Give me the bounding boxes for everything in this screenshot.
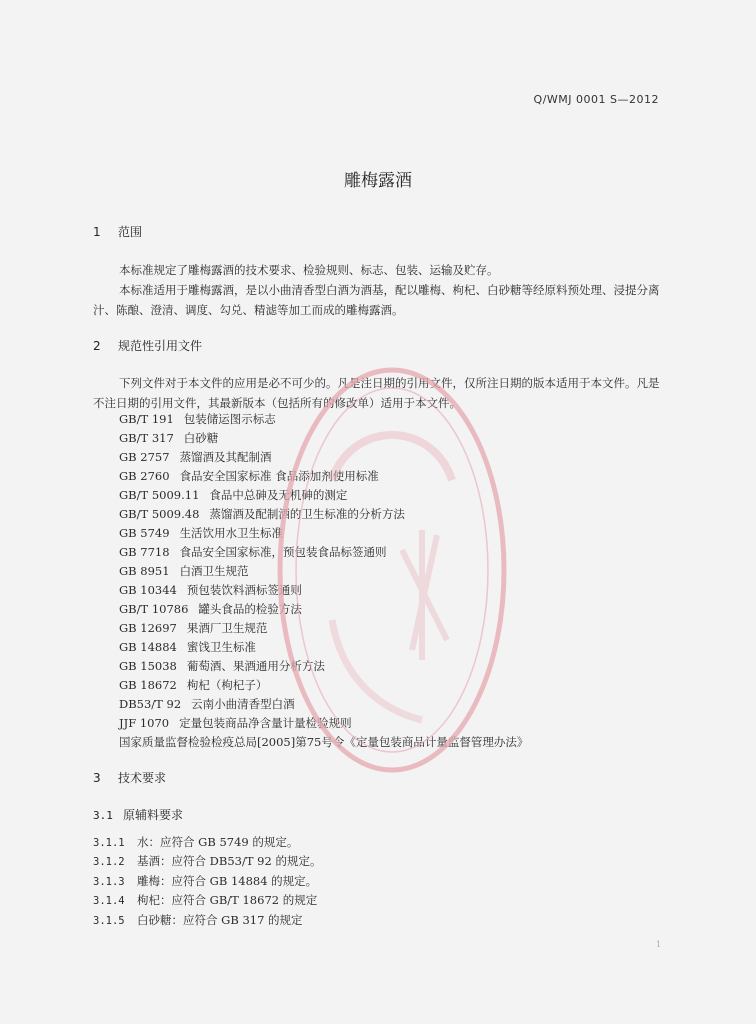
reference-title: 蒸馏酒及其配制酒 <box>179 450 272 464</box>
reference-title: 云南小曲清香型白酒 <box>191 697 295 711</box>
reference-item <box>119 562 528 581</box>
item-text: 雕梅：应符合 GB 14884 的规定。 <box>137 873 318 888</box>
reference-item <box>119 695 528 714</box>
reference-code: GB 10344 <box>119 583 177 597</box>
item-number: 3.1.1 <box>93 837 125 849</box>
section-number: 3 <box>93 771 101 785</box>
reference-code: GB 2757 <box>119 450 170 464</box>
reference-code: GB 7718 <box>119 545 170 559</box>
reference-title: 白酒卫生规范 <box>179 564 249 578</box>
reference-title: 枸杞（枸杞子） <box>186 678 268 692</box>
item-number: 3.1.4 <box>93 895 125 908</box>
subsection-number: 3.1 <box>93 809 113 822</box>
reference-code: GB 2760 <box>119 469 170 483</box>
reference-item <box>119 429 528 448</box>
reference-code: JJF 1070 <box>119 716 170 730</box>
reference-code: DB53/T 92 <box>119 697 182 711</box>
reference-title: 定量包装商品净含量计量检验规则 <box>179 716 352 730</box>
requirement-item <box>93 891 321 910</box>
reference-item <box>119 410 528 429</box>
reference-code: GB 8951 <box>119 564 170 578</box>
reference-title: 果酒厂卫生规范 <box>186 621 268 635</box>
reference-item <box>119 714 528 733</box>
item-number: 3.1.5 <box>93 914 125 927</box>
reference-title: 蒸馏酒及配制酒的卫生标准的分析方法 <box>209 507 405 521</box>
subsection-3-1-heading <box>93 806 183 823</box>
reference-title: 蜜饯卫生标准 <box>186 640 256 654</box>
document-code: Q/WMJ 0001 S—2012 <box>533 93 659 106</box>
section-2-intro: 下列文件对于本文件的应用是必不可少的。凡是注日期的引用文件，仅所注日期的版本适用于本文件。凡是不注日期的引用文件，其最新版本（包括所有的修改单）适用于本文件。 <box>93 376 660 410</box>
section-title: 技术要求 <box>118 771 167 785</box>
reference-title: 食品安全国家标准，预包装食品标签通则 <box>179 545 387 559</box>
item-number: 3.1.2 <box>93 856 125 869</box>
page-number: 1 <box>656 940 662 949</box>
requirement-item <box>93 872 321 891</box>
reference-code: GB/T 191 <box>119 412 174 426</box>
requirement-list <box>93 833 321 930</box>
reference-title: 食品安全国家标准 食品添加剂使用标准 <box>179 469 379 483</box>
requirement-item <box>93 833 321 852</box>
reference-item <box>119 657 528 676</box>
reference-item <box>119 600 528 619</box>
reference-item <box>119 486 528 505</box>
reference-item <box>119 638 528 657</box>
requirement-item <box>93 911 321 930</box>
reference-code: GB 18672 <box>119 678 177 692</box>
reference-code: GB 14884 <box>119 640 177 654</box>
reference-code: GB 5749 <box>119 526 170 540</box>
reference-item <box>119 733 528 752</box>
section-1-paragraph-2: 本标准适用于雕梅露酒，是以小曲清香型白酒为酒基，配以雕梅、枸杞、白砂糖等经原料预处理、浸提分离汁、陈酿、澄清、调度、勾兑、精滤等加工而成的雕梅露酒。 <box>93 283 660 317</box>
reference-title: 葡萄酒、果酒通用分析方法 <box>186 659 325 673</box>
reference-code: GB/T 317 <box>119 431 174 445</box>
section-title: 规范性引用文件 <box>118 339 203 353</box>
reference-title: 生活饮用水卫生标准 <box>179 526 284 540</box>
section-number: 2 <box>93 339 101 353</box>
reference-item <box>119 467 528 486</box>
requirement-item <box>93 852 321 871</box>
section-title: 范围 <box>118 225 143 239</box>
reference-code: GB/T 5009.48 <box>119 507 200 521</box>
reference-title: 包装储运图示标志 <box>183 412 276 426</box>
section-number: 1 <box>93 225 101 239</box>
reference-list <box>119 410 528 752</box>
reference-item <box>119 505 528 524</box>
item-text: 白砂糖：应符合 GB 317 的规定 <box>137 912 303 927</box>
document-title: 雕梅露酒 <box>344 171 412 191</box>
reference-item <box>119 543 528 562</box>
section-1-heading <box>93 223 142 240</box>
section-2-heading <box>93 337 202 354</box>
reference-title: 国家质量监督检验检疫总局[2005]第75号令《定量包装商品计量监督管理办法》 <box>119 735 529 749</box>
reference-item <box>119 676 528 695</box>
item-text: 水：应符合 GB 5749 的规定。 <box>137 835 299 849</box>
reference-item <box>119 619 528 638</box>
reference-title: 白砂糖 <box>183 431 219 445</box>
reference-code: GB/T 5009.11 <box>119 488 200 502</box>
reference-item <box>119 524 528 543</box>
reference-title: 食品中总砷及无机砷的测定 <box>209 488 348 502</box>
reference-code: GB 15038 <box>119 659 177 673</box>
reference-title: 预包装饮料酒标签通则 <box>186 583 302 597</box>
item-number: 3.1.3 <box>93 875 125 888</box>
reference-code: GB 12697 <box>119 621 177 635</box>
reference-code: GB/T 10786 <box>119 602 189 616</box>
reference-item <box>119 448 528 467</box>
reference-title: 罐头食品的检验方法 <box>198 602 302 616</box>
item-text: 基酒：应符合 DB53/T 92 的规定。 <box>137 854 322 869</box>
item-text: 枸杞：应符合 GB/T 18672 的规定 <box>137 893 318 908</box>
subsection-title: 原辅料要求 <box>123 808 184 822</box>
section-1-paragraph-1: 本标准规定了雕梅露酒的技术要求、检验规则、标志、包装、运输及贮存。 <box>119 263 499 277</box>
reference-item <box>119 581 528 600</box>
section-3-heading <box>93 769 166 786</box>
